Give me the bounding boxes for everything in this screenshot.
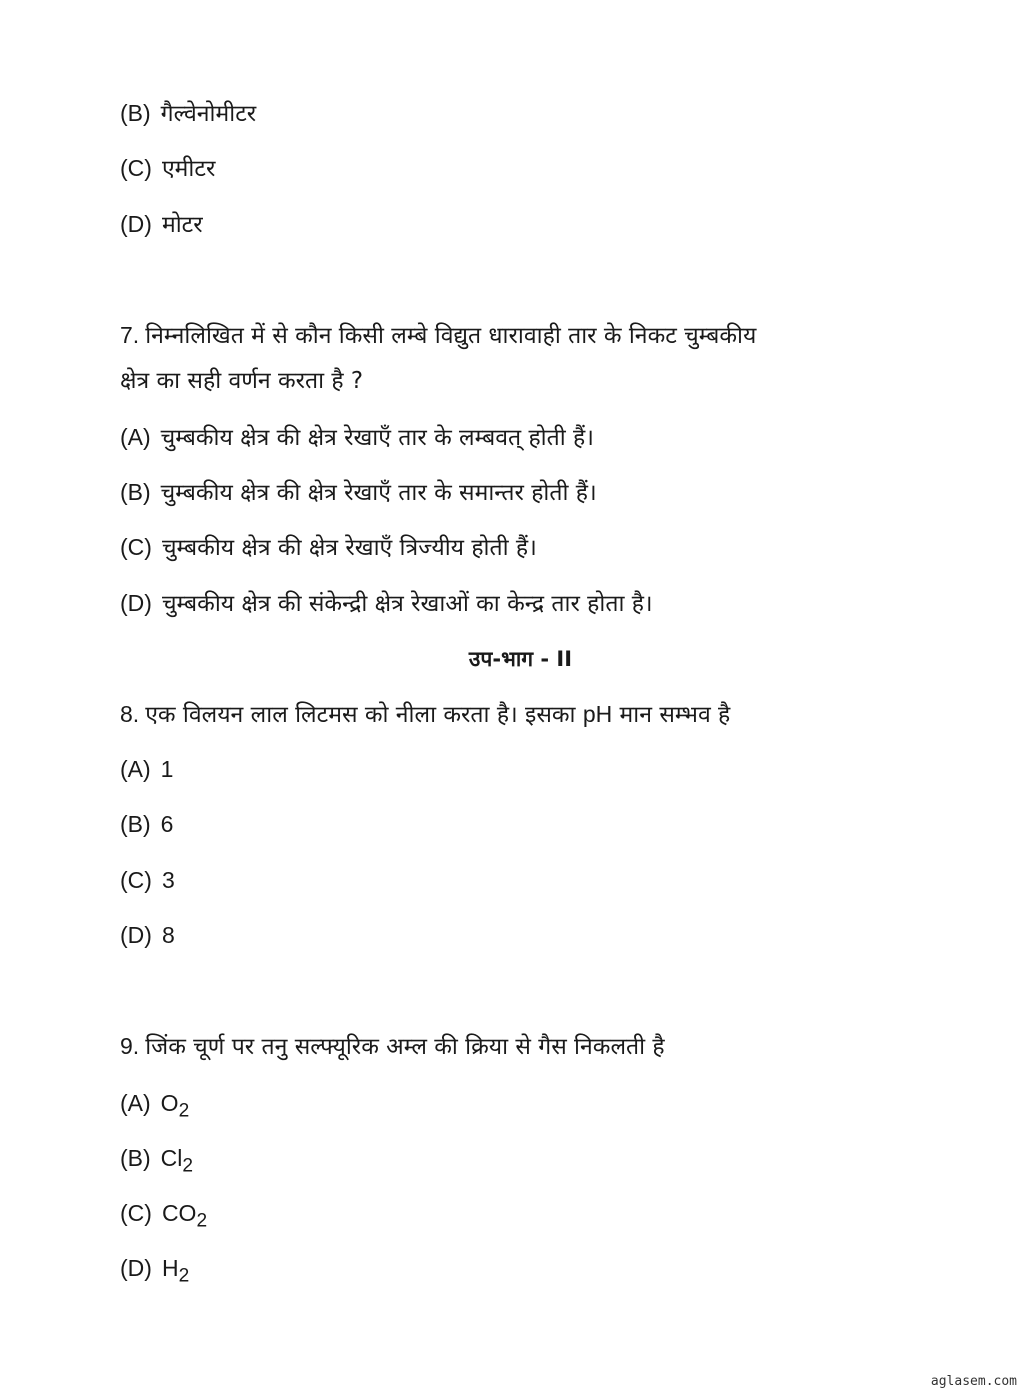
option-letter: (A)	[120, 1090, 151, 1116]
formula	[161, 1255, 190, 1287]
formula-base: Cl	[160, 1145, 183, 1171]
option-text: चुम्बकीय क्षेत्र की क्षेत्र रेखाएँ तार के समान्तर होती हैं।	[160, 480, 597, 506]
site-watermark: aglasem.com	[930, 1374, 1017, 1389]
formula-subscript: 2	[178, 1100, 190, 1122]
question-number: 9.	[120, 1033, 140, 1059]
q7-option-d	[120, 588, 653, 619]
option-letter: (A)	[120, 424, 151, 450]
option-letter: (C)	[120, 1200, 152, 1226]
option-text: 6	[160, 811, 174, 837]
formula-subscript: 2	[178, 1265, 190, 1287]
option-text: मोटर	[161, 212, 203, 238]
q7-option-b	[120, 477, 597, 508]
option-text: 3	[161, 867, 175, 893]
formula-base: O	[160, 1090, 179, 1116]
question-text: जिंक चूर्ण पर तनु सल्फ्यूरिक अम्ल की क्रिया से गैस निकलती है	[145, 1034, 665, 1060]
q7-option-c	[120, 532, 537, 563]
option-text: एमीटर	[161, 156, 216, 182]
q8-option-c	[120, 865, 175, 896]
q7-option-a	[120, 422, 594, 453]
question-number: 7.	[120, 322, 140, 348]
question-text-part2: मान सम्भव है	[612, 702, 731, 728]
option-letter: (B)	[120, 1145, 151, 1171]
option-letter: (C)	[120, 155, 152, 181]
q7-question-line2	[120, 366, 363, 396]
option-letter: (C)	[120, 867, 152, 893]
q9-option-b	[120, 1143, 193, 1182]
formula-base: H	[161, 1255, 179, 1281]
option-text: चुम्बकीय क्षेत्र की क्षेत्र रेखाएँ तार के लम्बवत् होती हैं।	[160, 425, 594, 451]
formula	[160, 1090, 190, 1122]
option-letter: (A)	[120, 756, 151, 782]
q6-option-c	[120, 153, 215, 184]
section-heading: उप-भाग - II	[468, 647, 573, 671]
q8-option-d	[120, 920, 175, 951]
question-text-part1: एक विलयन लाल लिटमस को नीला करता है। इसका	[145, 702, 583, 728]
q7-question-line1	[120, 320, 756, 351]
option-text: चुम्बकीय क्षेत्र की क्षेत्र रेखाएँ त्रिज्यीय होती हैं।	[161, 535, 537, 561]
option-text: 8	[161, 922, 175, 948]
question-text: क्षेत्र का सही वर्णन करता है ?	[120, 368, 364, 394]
q6-option-b	[120, 98, 256, 129]
formula	[160, 1145, 194, 1177]
q8-question	[120, 699, 730, 730]
formula-subscript: 2	[196, 1210, 208, 1232]
formula	[161, 1200, 208, 1232]
option-letter: (C)	[120, 534, 152, 560]
option-text: 1	[160, 756, 174, 782]
question-text-ph: pH	[582, 701, 613, 727]
option-letter: (B)	[120, 100, 151, 126]
formula-base: CO	[161, 1200, 197, 1226]
q9-option-a	[120, 1088, 189, 1127]
option-text: गैल्वेनोमीटर	[160, 101, 257, 127]
q8-option-b	[120, 809, 173, 840]
option-letter: (B)	[120, 479, 151, 505]
option-letter: (D)	[120, 590, 152, 616]
option-letter: (D)	[120, 1255, 152, 1281]
question-number: 8.	[120, 701, 140, 727]
option-letter: (D)	[120, 211, 152, 237]
q9-question	[120, 1031, 665, 1062]
formula-subscript: 2	[182, 1155, 194, 1177]
q8-option-a	[120, 754, 173, 785]
q6-option-d	[120, 209, 203, 240]
option-letter: (D)	[120, 922, 152, 948]
option-letter: (B)	[120, 811, 151, 837]
question-text: निम्नलिखित में से कौन किसी लम्बे विद्युत धारावाही तार के निकट चुम्बकीय	[145, 323, 757, 349]
option-text: चुम्बकीय क्षेत्र की संकेन्द्री क्षेत्र रेखाओं का केन्द्र तार होता है।	[161, 591, 653, 617]
q9-option-d	[120, 1253, 189, 1292]
q9-option-c	[120, 1198, 207, 1237]
